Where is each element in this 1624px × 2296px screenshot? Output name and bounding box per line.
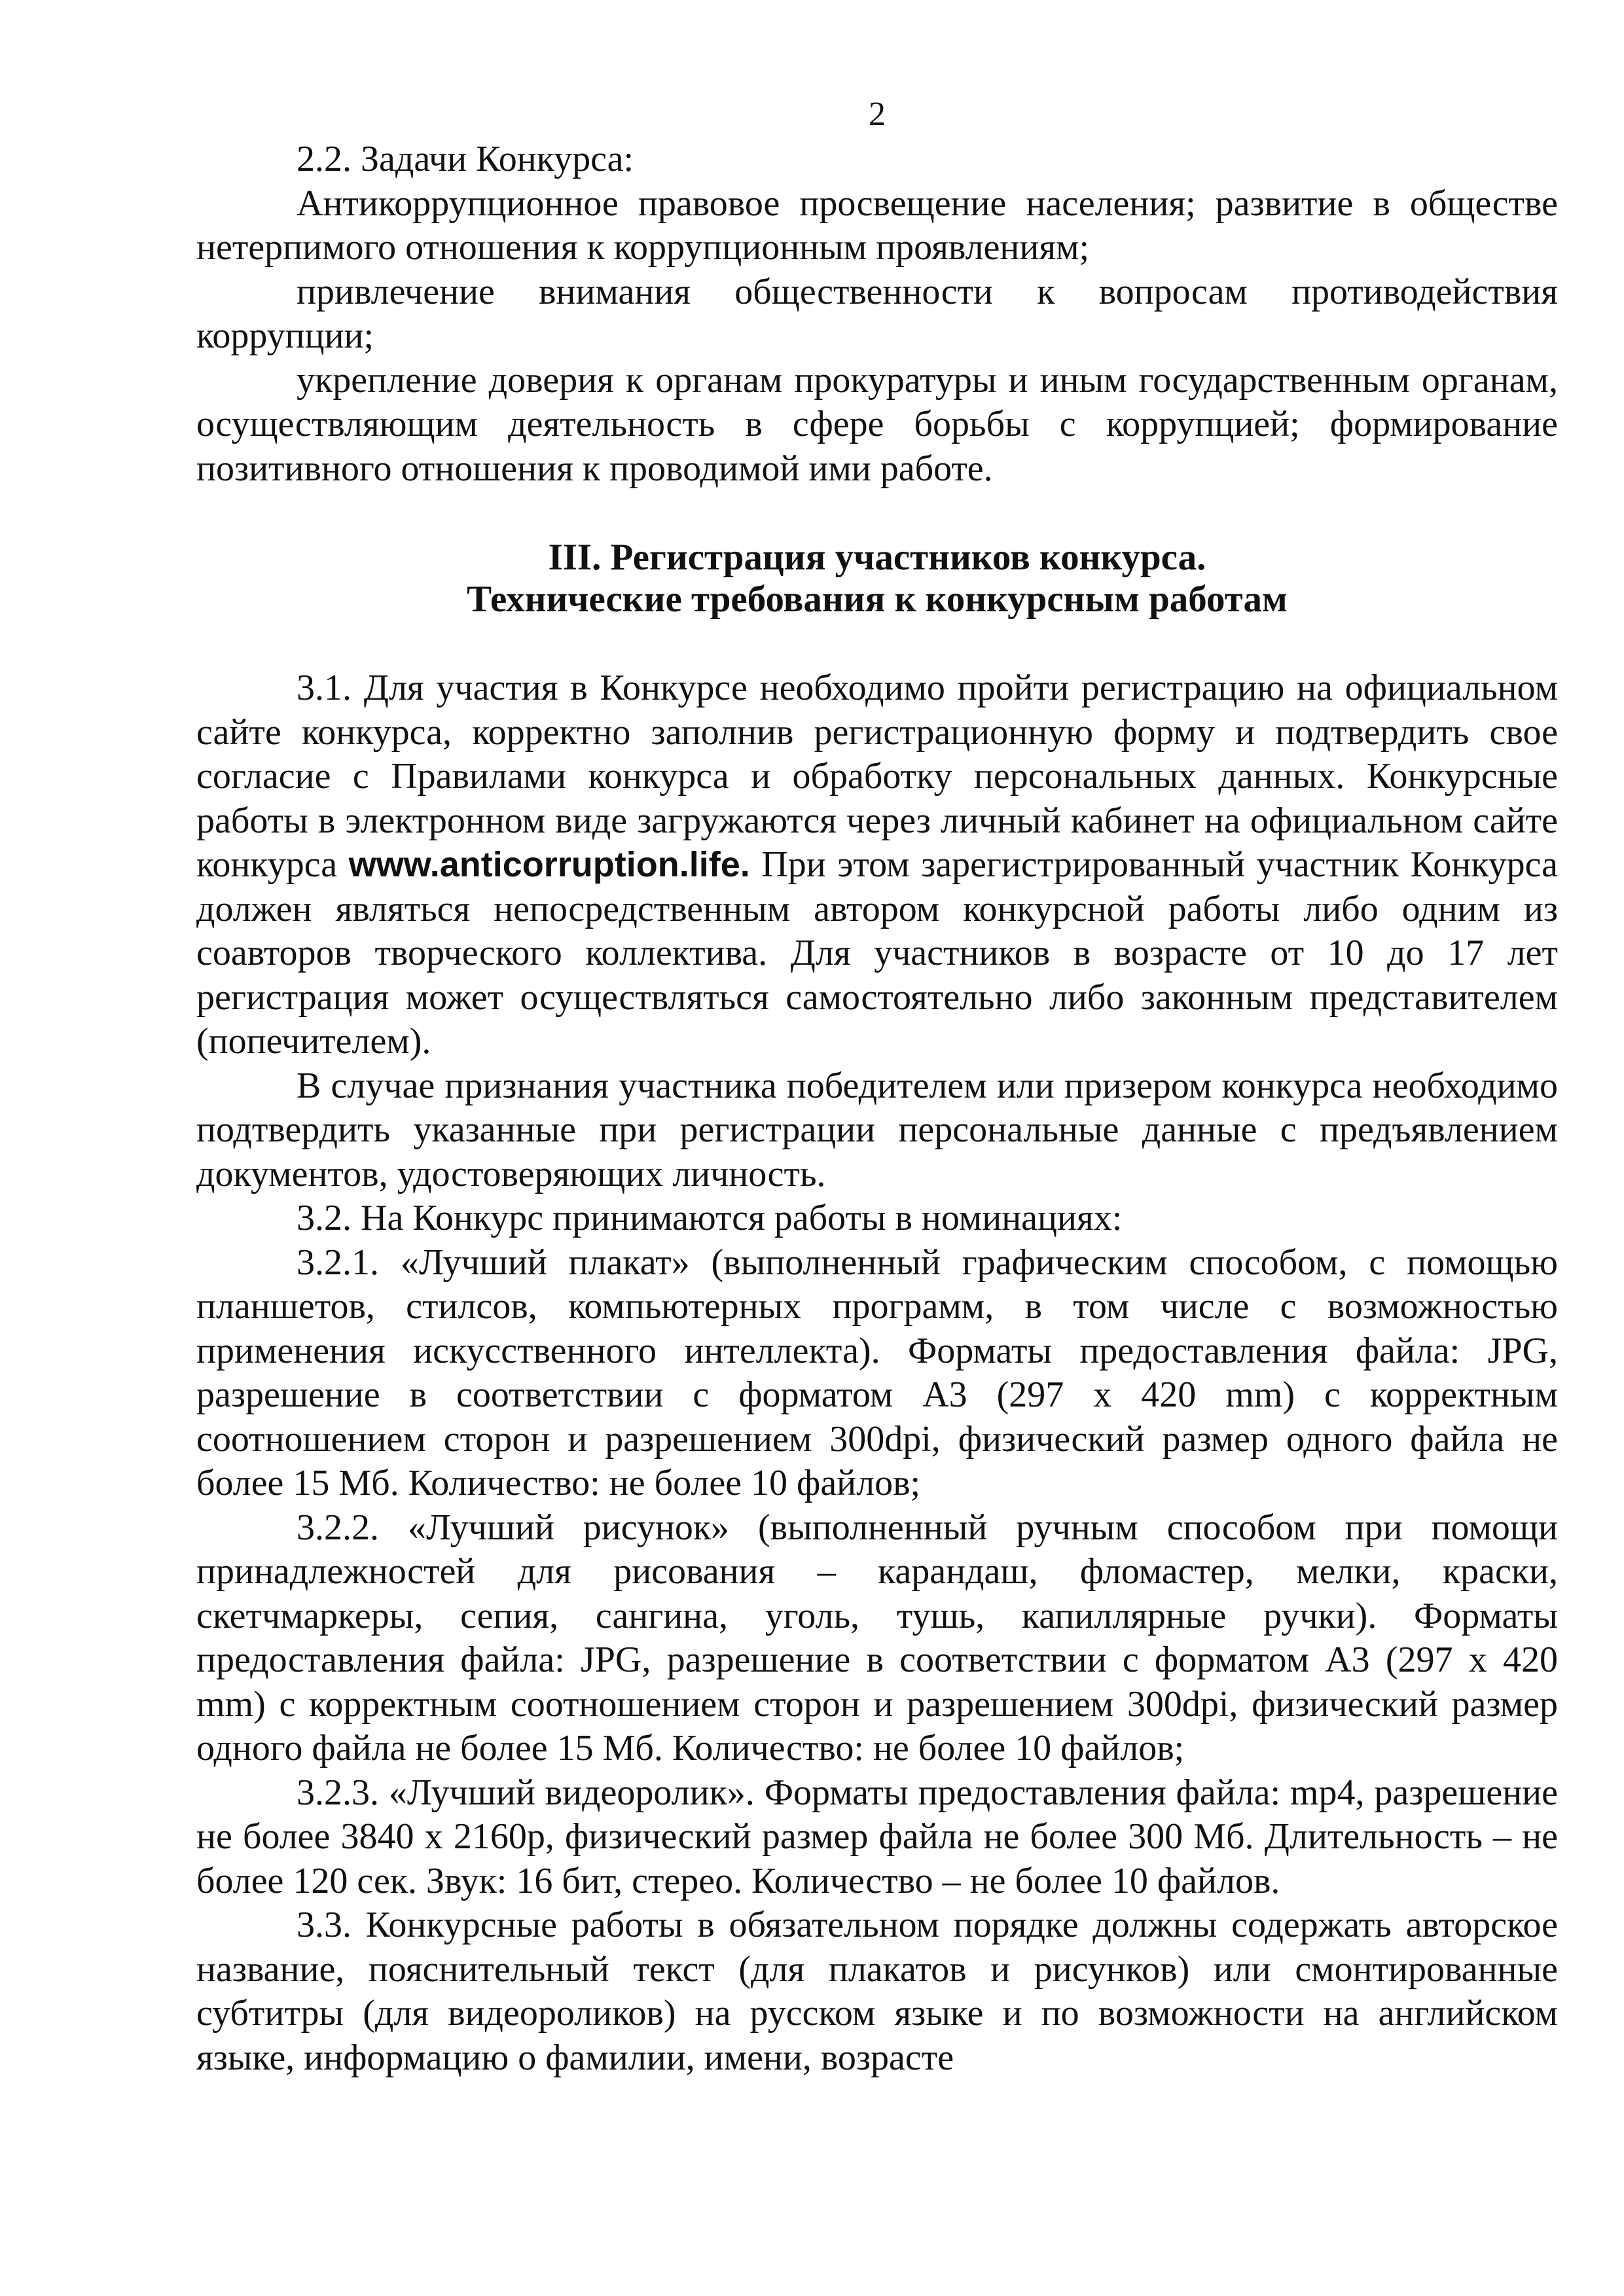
page-number: 2 [869, 96, 886, 133]
paragraph-3-1-text-before: 3.1. Для участия в Конкурсе необходимо пройти регистрацию на официальном сайте конкурса, корректно заполнив регистрационную форму и подтвердить свое согласие с Правилами конкурса и обработку персональных данных. Конкурсные работы в электронном виде загружаются через личный кабинет на официальном сайте конкурса [196, 668, 1558, 885]
paragraph-3-2-1-poster: 3.2.1. «Лучший плакат» (выполненный графическим способом, с помощью планшетов, стилсов, компьютерных программ, в том числе с возможностью применения искусственного интеллекта). Форматы предоставления файла: JPG, разрешение в соответствии с форматом А3 (297 х 420 mm) с корректным соотношением сторон и разрешением 300dpi, физический размер одного файла не более 15 Мб. Количество: не более 10 файлов; [196, 1242, 1558, 1503]
paragraph-3-1-text-after: При этом зарегистрированный участник Конкурса должен являться непосредственным автором конкурсной работы либо одним из соавторов творческого коллектива. Для участников в возрасте от 10 до 17 лет регистрация может осуществляться самостоятельно либо законным представителем (попечителем). [196, 844, 1558, 1062]
paragraph-3-2-3-video: 3.2.3. «Лучший видеоролик». Форматы предоставления файла: mp4, разрешение не более 3840 х 2160р, физический размер файла не более 300 Мб. Длительность – не более 120 сек. Звук: 16 бит, стерео. Количество – не более 10 файлов. [196, 1772, 1558, 1901]
task-paragraph-2: привлечение внимания общественности к вопросам противодействия коррупции; [196, 271, 1558, 356]
section-heading-line-2: Технические требования к конкурсным работам [467, 579, 1288, 620]
section-heading-line-1: III. Регистрация участников конкурса. [548, 537, 1206, 578]
tasks-title: 2.2. Задачи Конкурса: [297, 139, 634, 179]
paragraph-3-1-winners: В случае признания участника победителем или призером конкурса необходимо подтвердить указанные при регистрации персональные данные с предъявлением документов, удостоверяющих личность. [196, 1065, 1558, 1194]
paragraph-3-3: 3.3. Конкурсные работы в обязательном порядке должны содержать авторское название, пояснительный текст (для плакатов и рисунков) или смонтированные субтитры (для видеороликов) на русском языке и по возможности на английском языке, информацию о фамилии, имени, возрасте [196, 1905, 1558, 2078]
section-heading [196, 537, 1558, 620]
document-page [196, 95, 1558, 2080]
paragraph-3-2-2-drawing: 3.2.2. «Лучший рисунок» (выполненный ручным способом при помощи принадлежностей для рисования – карандаш, фломастер, мелки, краски, скетчмаркеры, сепия, сангина, уголь, тушь, капиллярные ручки). Форматы предоставления файла: JPG, разрешение в соответствии с форматом А3 (297 х 420 mm) с корректным соотношением сторон и разрешением 300dpi, физический размер одного файла не более 15 Мб. Количество: не более 10 файлов; [196, 1507, 1558, 1768]
task-paragraph-1: Антикоррупционное правовое просвещение населения; развитие в обществе нетерпимого отношения к коррупционным проявлениям; [196, 183, 1558, 268]
task-paragraph-3: укрепление доверия к органам прокуратуры и иным государственным органам, осуществляющим деятельность в сфере борьбы с коррупцией; формирование позитивного отношения к проводимой ими работе. [196, 359, 1558, 489]
website-link[interactable]: www.anticorruption.life. [348, 845, 750, 884]
paragraph-3-2: 3.2. На Конкурс принимаются работы в номинациях: [297, 1198, 1123, 1238]
paragraph-3-1 [196, 666, 1558, 1064]
